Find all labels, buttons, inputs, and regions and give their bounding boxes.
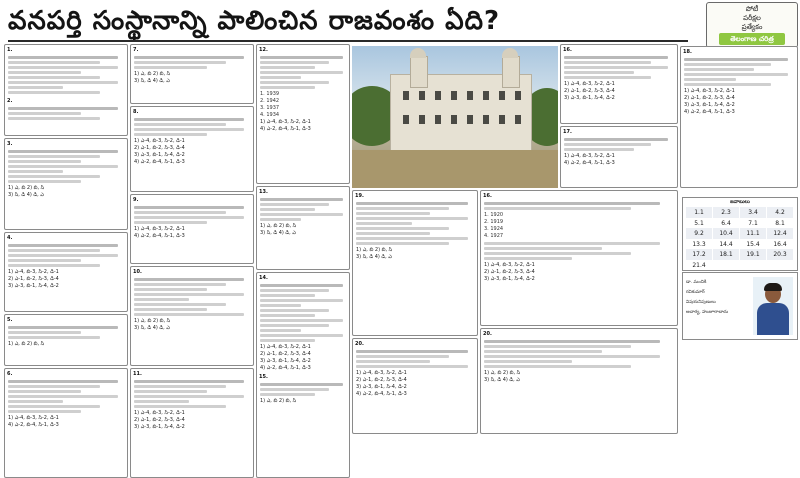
text-line — [260, 309, 329, 312]
author-line-1: డా. మంచికి — [686, 280, 707, 285]
text-line — [564, 56, 668, 59]
badge-line-2: పరీక్షల — [743, 14, 761, 22]
text-line — [8, 336, 100, 339]
window — [435, 91, 441, 100]
options-line: 1) ఎ-4, బి-3, సి-2, డి-1 — [564, 153, 615, 159]
text-line — [8, 180, 81, 183]
text-line — [8, 326, 118, 329]
option-year: 2. 1942 — [260, 98, 280, 104]
text-line — [260, 294, 315, 297]
answer-key-cell: 2.3 — [713, 207, 739, 218]
author-photo — [753, 277, 793, 335]
options-line: 1) ఎ-4, బి-3, సి-2, డి-1 — [484, 262, 535, 268]
options-line: 3) ఎ-3, బి-1, సి-4, డి-2 — [484, 276, 535, 282]
text-line — [134, 288, 207, 291]
options-line: 2) ఎ-1, బి-2, సి-3, డి-4 — [134, 145, 185, 151]
question-3 — [4, 138, 128, 230]
text-line — [260, 388, 329, 391]
text-line — [260, 329, 301, 332]
options-line: 4) ఎ-2, బి-4, సి-1, డి-3 — [356, 391, 407, 397]
text-line — [356, 212, 430, 215]
text-line — [8, 107, 118, 110]
options-line: 1) ఎ, బి 2) బి, సి — [134, 318, 171, 324]
text-line — [134, 298, 189, 301]
text-line — [564, 76, 651, 79]
text-line — [260, 314, 315, 317]
text-line — [8, 91, 100, 94]
option-year: 2. 1919 — [484, 219, 504, 225]
text-line — [356, 350, 468, 353]
question-number: 8. — [133, 109, 139, 115]
question-13 — [256, 186, 350, 270]
text-line — [8, 66, 118, 69]
text-line — [8, 81, 118, 84]
window — [419, 115, 425, 124]
text-line — [134, 400, 189, 403]
text-line — [8, 112, 81, 115]
question-10 — [130, 266, 254, 366]
text-line — [484, 247, 602, 250]
question-number: 12. — [259, 47, 268, 53]
text-line — [260, 284, 343, 287]
text-line — [8, 380, 118, 383]
text-line — [564, 148, 634, 151]
text-line — [134, 385, 226, 388]
text-line — [484, 242, 660, 245]
text-line — [134, 313, 244, 316]
text-line — [260, 203, 329, 206]
text-line — [260, 334, 343, 337]
text-line — [134, 133, 207, 136]
answer-key-cell: 1.1 — [686, 207, 712, 218]
text-line — [134, 405, 226, 408]
question-9 — [130, 194, 254, 264]
title-divider — [8, 40, 688, 42]
text-line — [8, 71, 81, 74]
window — [515, 115, 521, 124]
question-number: 7. — [133, 47, 139, 53]
answer-key-cell: 5.1 — [694, 219, 704, 227]
question-number: 16. — [483, 193, 492, 199]
question-5 — [4, 314, 128, 366]
text-line — [260, 71, 343, 74]
palace-tower — [410, 56, 428, 88]
options-line: 1) ఎ, బి 2) బి, సి — [484, 370, 521, 376]
author-line-4: ఆచార్య, హుజూరాబాదు — [686, 310, 729, 315]
text-line — [8, 117, 100, 120]
options-line: 1) ఎ-4, బి-3, సి-2, డి-1 — [260, 119, 311, 125]
question-1 — [4, 44, 128, 136]
option-year: 4. 1927 — [484, 233, 504, 239]
text-line — [260, 299, 343, 302]
text-line — [260, 56, 343, 59]
palace-dome — [410, 48, 426, 58]
answer-key-cell: 7.1 — [748, 219, 758, 227]
text-line — [564, 143, 651, 146]
text-line — [8, 395, 118, 398]
question-4 — [4, 232, 128, 312]
text-line — [484, 360, 572, 363]
window — [499, 91, 505, 100]
badge-line-1: పోటీ — [745, 5, 759, 13]
text-line — [356, 242, 449, 245]
answer-key-cell: 3.4 — [740, 207, 766, 218]
text-line — [260, 289, 329, 292]
options-line: 2) ఎ-1, బి-2, సి-3, డి-4 — [8, 276, 59, 282]
question-number: 10. — [133, 269, 142, 275]
text-line — [8, 56, 118, 59]
answer-key-cell: 15.4 — [746, 240, 760, 248]
text-line — [134, 123, 226, 126]
option-year: 3. 1937 — [260, 105, 280, 111]
question-12 — [256, 44, 350, 184]
text-line — [8, 400, 63, 403]
options-line: 2) ఎ-1, బి-2, సి-3, డి-4 — [356, 377, 407, 383]
question-number: 11. — [133, 371, 142, 377]
text-line — [134, 308, 207, 311]
text-line — [8, 385, 100, 388]
text-line — [134, 61, 226, 64]
options-line: 3) ఎ-3, బి-1, సి-4, డి-2 — [564, 95, 615, 101]
author-hair — [764, 283, 782, 291]
answer-key-cell: 11.1 — [740, 228, 766, 239]
text-line — [356, 237, 468, 240]
options-line: 4) ఎ-2, బి-4, సి-1, డి-3 — [564, 160, 615, 166]
answer-key-cell: 14.4 — [719, 240, 733, 248]
text-line — [356, 360, 430, 363]
author-body — [757, 303, 789, 335]
text-line — [134, 390, 207, 393]
answer-key-cell: 16.4 — [773, 240, 787, 248]
text-line — [134, 283, 226, 286]
text-line — [484, 202, 660, 205]
options-line: 1) ఎ, బి 2) బి, సి — [260, 398, 297, 404]
text-line — [260, 86, 315, 89]
text-line — [134, 211, 226, 214]
options-line: 3) సి, డి 4) డి, ఎ — [484, 377, 520, 383]
options-line: 1) ఎ-4, బి-3, సి-2, డి-1 — [684, 88, 735, 94]
text-line — [260, 66, 315, 69]
options-line: 4) ఎ-2, బి-4, సి-1, డి-3 — [260, 365, 311, 371]
text-line — [134, 303, 226, 306]
text-line — [134, 206, 244, 209]
badge-line-3: ప్రత్యేకం — [741, 23, 763, 31]
text-line — [134, 66, 207, 69]
author-box — [682, 272, 798, 340]
question-19 — [352, 190, 478, 336]
options-line: 1) ఎ, బి 2) బి, సి — [134, 71, 171, 77]
text-line — [260, 76, 301, 79]
options-line: 3) ఎ-3, బి-1, సి-4, డి-2 — [356, 384, 407, 390]
text-line — [260, 304, 301, 307]
text-line — [8, 160, 81, 163]
text-line — [484, 252, 631, 255]
options-line: 2) ఎ-1, బి-2, సి-3, డి-4 — [260, 351, 311, 357]
question-17 — [560, 126, 678, 188]
options-line: 3) సి, డి 4) డి, ఎ — [8, 192, 44, 198]
text-line — [260, 208, 315, 211]
options-line: 1) ఎ-4, బి-3, సి-2, డి-1 — [134, 138, 185, 144]
options-line: 1) ఎ-4, బి-3, సి-2, డి-1 — [356, 370, 407, 376]
text-line — [260, 339, 315, 342]
text-line — [8, 61, 100, 64]
options-line: 3) సి, డి 4) డి, ఎ — [260, 230, 296, 236]
question-number: 2. — [7, 98, 13, 104]
question-7 — [130, 44, 254, 104]
text-line — [260, 383, 343, 386]
text-line — [8, 76, 100, 79]
answer-key-cell: 13.3 — [692, 240, 706, 248]
window — [451, 91, 457, 100]
text-line — [564, 71, 634, 74]
options-line: 3) సి, డి 4) డి, ఎ — [356, 254, 392, 260]
options-line: 1) ఎ-4, బి-3, సి-2, డి-1 — [8, 415, 59, 421]
palace-tower — [502, 56, 520, 88]
window — [515, 91, 521, 100]
question-last — [480, 328, 678, 434]
text-line — [260, 393, 315, 396]
question-number: 9. — [133, 197, 139, 203]
option-year: 4. 1934 — [260, 112, 280, 118]
text-line — [356, 222, 412, 225]
text-line — [356, 227, 449, 230]
option-year: 3. 1924 — [484, 226, 504, 232]
answer-key-cell: 21.4 — [692, 261, 706, 269]
answer-key-title: జవాబులు — [730, 199, 750, 205]
text-line — [356, 355, 449, 358]
text-line — [134, 118, 244, 121]
window — [435, 115, 441, 124]
text-line — [8, 405, 100, 408]
question-14 — [256, 272, 350, 478]
options-line: 3) సి, డి 4) డి, ఎ — [134, 78, 170, 84]
answer-key-cell: 10.4 — [713, 228, 739, 239]
page-header — [0, 0, 800, 44]
text-line — [260, 213, 343, 216]
options-line: 2) ఎ-1, బి-2, సి-3, డి-4 — [564, 88, 615, 94]
answer-key-cell: 18.1 — [713, 249, 739, 260]
text-line — [8, 170, 63, 173]
options-line: 1) ఎ, బి 2) బి, సి — [356, 247, 393, 253]
question-18 — [680, 46, 798, 188]
question-number: 13. — [259, 189, 268, 195]
text-line — [564, 66, 668, 69]
text-line — [684, 68, 754, 71]
text-line — [564, 61, 651, 64]
options-line: 3) ఎ-3, బి-1, సి-4, డి-2 — [684, 102, 735, 108]
options-line: 2) ఎ-1, బి-2, సి-3, డి-4 — [684, 95, 735, 101]
section-badge — [706, 2, 798, 48]
question-20 — [352, 338, 478, 434]
text-line — [8, 150, 118, 153]
question-number: 4. — [7, 235, 13, 241]
text-line — [8, 249, 100, 252]
badge-tag: తెలంగాణ చరిత్ర — [719, 33, 785, 45]
options-line: 3) ఎ-3, బి-1, సి-4, డి-2 — [8, 283, 59, 289]
text-line — [356, 217, 468, 220]
window — [483, 91, 489, 100]
option-year: 1. 1939 — [260, 91, 280, 97]
options-line: 3) ఎ-3, బి-1, సి-4, డి-2 — [134, 424, 185, 430]
text-line — [8, 331, 81, 334]
options-line: 1) ఎ, బి 2) బి, సి — [8, 185, 45, 191]
text-line — [356, 365, 468, 368]
text-line — [8, 264, 100, 267]
options-line: 3) ఎ-3, బి-1, సి-4, డి-2 — [260, 358, 311, 364]
window — [483, 115, 489, 124]
answer-key-cell: 12.4 — [767, 228, 793, 239]
options-line: 4) ఎ-2, బి-4, సి-1, డి-3 — [8, 422, 59, 428]
options-line: 4) ఎ-2, బి-4, సి-1, డి-3 — [260, 126, 311, 132]
text-line — [684, 63, 771, 66]
text-line — [684, 58, 788, 61]
options-line: 1) ఎ-4, బి-3, సి-2, డి-1 — [260, 344, 311, 350]
text-line — [8, 254, 118, 257]
question-number: 6. — [7, 371, 13, 377]
answer-key-cell: 8.1 — [775, 219, 785, 227]
question-number: 20. — [483, 331, 492, 337]
text-line — [684, 78, 736, 81]
question-6 — [4, 368, 128, 478]
question-number: 15. — [259, 374, 268, 380]
question-number: 20. — [355, 341, 364, 347]
window — [499, 115, 505, 124]
options-line: 1) ఎ-4, బి-3, సి-2, డి-1 — [8, 269, 59, 275]
text-line — [134, 395, 244, 398]
answer-key-cell: 20.3 — [767, 249, 793, 260]
text-line — [134, 278, 244, 281]
text-line — [564, 138, 668, 141]
text-line — [260, 61, 329, 64]
window — [403, 91, 409, 100]
text-line — [8, 390, 81, 393]
text-line — [484, 345, 631, 348]
options-line: 4) ఎ-2, బి-4, సి-1, డి-3 — [684, 109, 735, 115]
answer-key-cell: 9.2 — [686, 228, 712, 239]
text-line — [484, 350, 602, 353]
window — [403, 115, 409, 124]
author-line-3: విషయనిపుణులు — [686, 300, 716, 305]
text-line — [684, 83, 771, 86]
text-line — [684, 73, 788, 76]
page-title: వనపర్తి సంస్థానాన్ని పాలించిన రాజవంశం ఏది? — [8, 6, 501, 36]
window — [451, 115, 457, 124]
text-line — [134, 293, 244, 296]
question-number: 3. — [7, 141, 13, 147]
text-line — [8, 155, 100, 158]
options-line: 1) ఎ-4, బి-3, సి-2, డి-1 — [564, 81, 615, 87]
text-line — [484, 207, 631, 210]
text-line — [8, 165, 118, 168]
text-line — [8, 86, 63, 89]
window — [419, 91, 425, 100]
question-number: 14. — [259, 275, 268, 281]
question-8 — [130, 106, 254, 192]
options-line: 3) సి, డి 4) డి, ఎ — [134, 325, 170, 331]
answer-key-cell: 19.1 — [740, 249, 766, 260]
question-number: 5. — [7, 317, 13, 323]
text-line — [356, 207, 449, 210]
answer-key-cell: 6.4 — [721, 219, 731, 227]
text-line — [356, 202, 468, 205]
palace-dome — [502, 48, 518, 58]
question-16 — [560, 44, 678, 124]
question-number: 1. — [7, 47, 13, 53]
text-line — [134, 380, 244, 383]
text-line — [484, 340, 660, 343]
text-line — [484, 365, 631, 368]
question-11 — [130, 368, 254, 478]
text-line — [8, 244, 118, 247]
options-line: 1) ఎ, బి 2) బి, సి — [8, 341, 45, 347]
text-line — [134, 221, 207, 224]
answer-key-cell: 4.2 — [767, 207, 793, 218]
answer-key-cell: 17.2 — [686, 249, 712, 260]
text-line — [260, 198, 343, 201]
options-line: 2) ఎ-1, బి-2, సి-3, డి-4 — [484, 269, 535, 275]
options-line: 4) ఎ-2, బి-4, సి-1, డి-3 — [134, 159, 185, 165]
text-line — [8, 259, 81, 262]
options-line: 4) ఎ-2, బి-4, సి-1, డి-3 — [134, 233, 185, 239]
options-line: 1) ఎ, బి 2) బి, సి — [260, 223, 297, 229]
author-line-2: రవికుమార్ — [686, 290, 705, 295]
text-line — [8, 175, 100, 178]
question-year-box — [480, 190, 678, 326]
question-number: 16. — [563, 47, 572, 53]
text-line — [260, 81, 329, 84]
text-line — [134, 56, 244, 59]
option-year: 1. 1920 — [484, 212, 504, 218]
text-line — [484, 257, 572, 260]
window — [467, 115, 473, 124]
text-line — [260, 218, 301, 221]
text-line — [134, 216, 244, 219]
text-line — [134, 128, 244, 131]
question-number: 19. — [355, 193, 364, 199]
text-line — [356, 232, 430, 235]
question-number: 17. — [563, 129, 572, 135]
text-line — [8, 410, 81, 413]
question-number: 18. — [683, 49, 692, 55]
answer-key — [682, 197, 798, 271]
text-line — [484, 355, 660, 358]
palace-photo — [352, 46, 558, 188]
options-line: 1) ఎ-4, బి-3, సి-2, డి-1 — [134, 410, 185, 416]
options-line: 1) ఎ-4, బి-3, సి-2, డి-1 — [134, 226, 185, 232]
options-line: 2) ఎ-1, బి-2, సి-3, డి-4 — [134, 417, 185, 423]
photo-ground — [352, 150, 558, 188]
options-line: 3) ఎ-3, బి-1, సి-4, డి-2 — [134, 152, 185, 158]
text-line — [260, 324, 329, 327]
text-line — [260, 319, 343, 322]
window — [467, 91, 473, 100]
